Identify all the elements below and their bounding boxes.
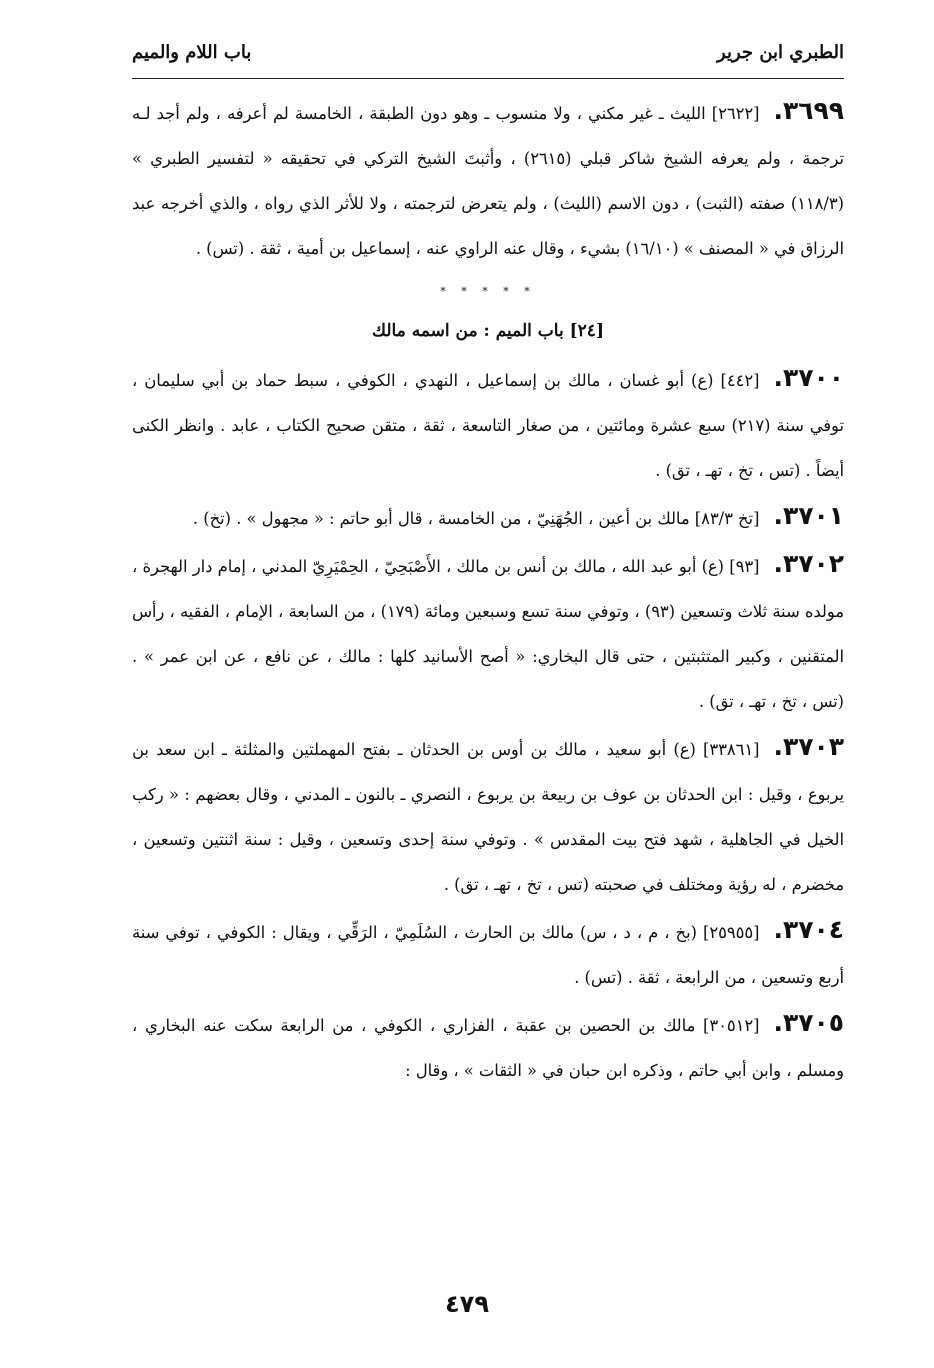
entry-number: ٣٧٠٣. xyxy=(773,732,844,761)
section-separator: * * * * * xyxy=(440,285,536,298)
entry-number: ٣٧٠٠. xyxy=(773,363,844,392)
chapter-title: باب اللام والميم xyxy=(132,42,252,63)
entry-number: ٣٧٠١. xyxy=(773,501,844,530)
entry-number: ٣٧٠٢. xyxy=(773,549,844,578)
entry-text: [٩٣] (ع) أبو عبد الله ، مالك بن أنس بن مالك ، الأَصْبَحِيّ ، الحِمْيَرِيّ المدني ، إمام دار الهجرة ، مولده سنة ثلاث وتسعين (٩٣) ، وتوفي سنة تسع وسبعين ومائة (١٧٩) ، من السابعة ، الإمام ، الفقيه ، رأس المتقنين ، وكبير المتثبتين ، حتى قال البخاري: « أصح الأسانيد كلها : مالك ، عن نافع ، عن ابن عمر » . (تس ، تخ ، تهـ ، تق) . xyxy=(132,557,844,711)
book-title: الطبري ابن جرير xyxy=(717,42,844,63)
entry-text: [٣٠٥١٢] مالك بن الحصين بن عقبة ، الفزاري ، الكوفي ، من الرابعة سكت عنه البخاري ، ومسلم ، وابن أبي حاتم ، وذكره ابن حبان في « الثقات » ، وقال : xyxy=(132,1016,844,1080)
entry-3704 xyxy=(132,907,844,1000)
entry-3703 xyxy=(132,724,844,907)
entry-3699 xyxy=(132,88,844,271)
running-header xyxy=(132,38,844,79)
section-heading: [٢٤] باب الميم : من اسمه مالك xyxy=(372,321,604,341)
entry-number: ٣٧٠٥. xyxy=(773,1008,844,1037)
entry-text: [تخ ٨٣/٣] مالك بن أعين ، الجُهَنِيّ ، من الخامسة ، قال أبو حاتم : « مجهول » . (تخ) . xyxy=(192,509,760,528)
entry-text: [٣٣٨٦١] (ع) أبو سعيد ، مالك بن أوس بن الحدثان ـ بفتح المهملتين والمثلثة ـ ابن سعد بن يربوع ، وقيل : ابن الحدثان بن عوف بن ربيعة بن يربوع ، النصري ـ بالنون ـ المدني ، وقال بعضهم : « ركب الخيل في الجاهلية ، شهد فتح بيت المقدس » . وتوفي سنة إحدى وتسعين ، وقيل : سنة اثنتين وتسعين ، مخضرم ، له رؤية ومختلف في صحبته (تس ، تخ ، تهـ ، تق) . xyxy=(132,740,844,894)
entry-3705 xyxy=(132,1000,844,1093)
page-number: ٤٧٩ xyxy=(445,1290,489,1318)
entry-number: ٣٧٠٤. xyxy=(773,915,844,944)
entry-3700 xyxy=(132,355,844,493)
entry-text: [٢٥٩٥٥] (بخ ، م ، د ، س) مالك بن الحارث ، السُلَمِيّ ، الرَقِّي ، ويقال : الكوفي ، توفي سنة أربع وتسعين ، من الرابعة ، ثقة . (تس) . xyxy=(132,923,844,987)
entry-3701 xyxy=(132,493,844,541)
entry-3702 xyxy=(132,541,844,724)
entry-text: [٢٦٢٢] الليث ـ غير مكني ، ولا منسوب ـ وهو دون الطبقة ، الخامسة لم أعرفه ، ولم أجد لـه ترجمة ، ولم يعرفه الشيخ شاكر قبلي (٢٦١٥) ، وأثبتَ الشيخ التركي في تحقيقه « لتفسير الطبري » (١١٨/٣) صفته (الثبت) ، دون الاسم (الليث) ، ولم يتعرض لترجمته ، ولا للأثر الذي رواه ، والذي أخرجه عبد الرزاق في « المصنف » (١٦/١٠) بشيء ، وقال عنه الراوي عنه ، إسماعيل بن أمية ، ثقة . (تس) . xyxy=(132,104,844,258)
entry-text: [٤٤٢] (ع) أبو غسان ، مالك بن إسماعيل ، النهدي ، الكوفي ، سبط حماد بن أبي سليمان ، توفي سنة (٢١٧) سبع عشرة ومائتين ، من صغار التاسعة ، ثقة ، متقن صحيح الكتاب ، عابد . وانظر الكنى أيضاً . (تس ، تخ ، تهـ ، تق) . xyxy=(132,371,844,480)
entry-number: ٣٦٩٩. xyxy=(773,96,844,125)
page-body xyxy=(132,88,844,1093)
